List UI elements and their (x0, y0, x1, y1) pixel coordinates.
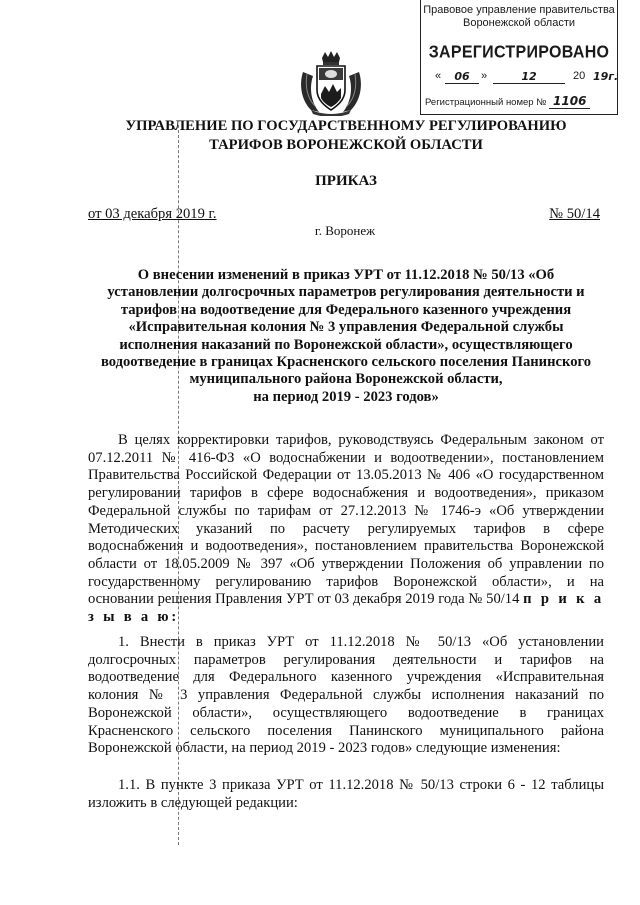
preamble-text: В целях корректировки тарифов, руководствуясь Федеральным законом от 07.12.2011 № 416-ФЗ «О водоснабжении и водоотведении», постановлением Правительства Российской Федерации от 13.05.2013 № 406 «О государственном регулировании тарифов в сфере водоснабжения и водоотведения», приказом Федеральной службы по тарифам от 27.12.2013 № 1746-э «Об утверждении Методических указаний по расчету регулируемых тарифов в сфере водоснабжения и водоотведения», постановлением правительства Воронежской области от 18.05.2009 № 397 «Об утверждении Положения об управлении по государственному регулированию тарифов Воронежской области», и на основании решения Правления УРТ от 03 декабря 2019 года № 50/14 (88, 432, 604, 608)
subject-line: водоотведение в границах Красненского сельского поселения Панинского (100, 354, 592, 371)
stamp-date-day: 06 (445, 70, 479, 84)
subject-line: на период 2019 - 2023 годов» (253, 388, 439, 405)
document-type: ПРИКАЗ (315, 173, 377, 189)
coat-of-arms-icon (297, 50, 365, 116)
order-number: № 50/14 (549, 206, 600, 222)
stamp-date-quote-close: » (481, 70, 488, 82)
stamp-date-month: 12 (493, 70, 565, 84)
stamp-org-line1: Правовое управление правительства (423, 4, 615, 16)
organization-line1: УПРАВЛЕНИЕ ПО ГОСУДАРСТВЕННОМУ РЕГУЛИРОВАНИЮ (125, 118, 567, 134)
item-1-1-paragraph: 1.1. В пункте 3 приказа УРТ от 11.12.2018 № 50/13 строки 6 - 12 таблицы изложить в следующей редакции: (88, 777, 604, 811)
stamp-reg-number-value: 1106 (549, 94, 590, 109)
order-subject (88, 267, 604, 406)
preamble-paragraph (88, 432, 604, 627)
order-city: г. Воронеж (314, 223, 376, 238)
subject-line: муниципального района Воронежской области, (189, 371, 503, 388)
subject-line: тарифов на водоотведение для Федерального казенного учреждения (120, 301, 572, 318)
item-1-paragraph: 1. Внести в приказ УРТ от 11.12.2018 № 50/13 «Об установлении долгосрочных параметров регулирования деятельности и тарифов на водоотведение для Федерального казенного учреждения «Исправительная колония № 3 управления Федеральной службы исполнения наказаний по Воронежской области», осуществляющего водоотведение в границах Красненского сельского поселения Панинского муниципального района Воронежской области, на период 2019 - 2023 годов» следующие изменения: (88, 634, 604, 757)
subject-line: «Исправительная колония № 3 управления Федеральной службы (128, 319, 564, 336)
stamp-date (435, 70, 619, 86)
registration-stamp (420, 0, 618, 115)
subject-line: установлении долгосрочных параметров регулирования деятельности и (107, 284, 585, 301)
order-date: от 03 декабря 2019 г. (88, 206, 217, 222)
organization-name (60, 117, 632, 155)
order-keyword: п р и к а з ы в а ю: (88, 591, 604, 626)
stamp-organization (421, 4, 617, 30)
subject-line: исполнения наказаний по Воронежской области», осуществляющего (119, 336, 573, 353)
stamp-status: ЗАРЕГИСТРИРОВАНО (428, 43, 610, 62)
stamp-reg-number (425, 94, 590, 108)
stamp-org-line2: Воронежской области (462, 17, 575, 29)
subject-line: О внесении изменений в приказ УРТ от 11.12.2018 № 50/13 «Об (137, 267, 555, 283)
stamp-date-quote-open: « (435, 70, 442, 82)
stamp-date-year-suffix: 19г. (593, 70, 619, 83)
stamp-date-year-prefix: 20 (573, 70, 586, 82)
stamp-reg-number-label: Регистрационный номер № (425, 97, 547, 108)
organization-line2: ТАРИФОВ ВОРОНЕЖСКОЙ ОБЛАСТИ (209, 137, 483, 153)
